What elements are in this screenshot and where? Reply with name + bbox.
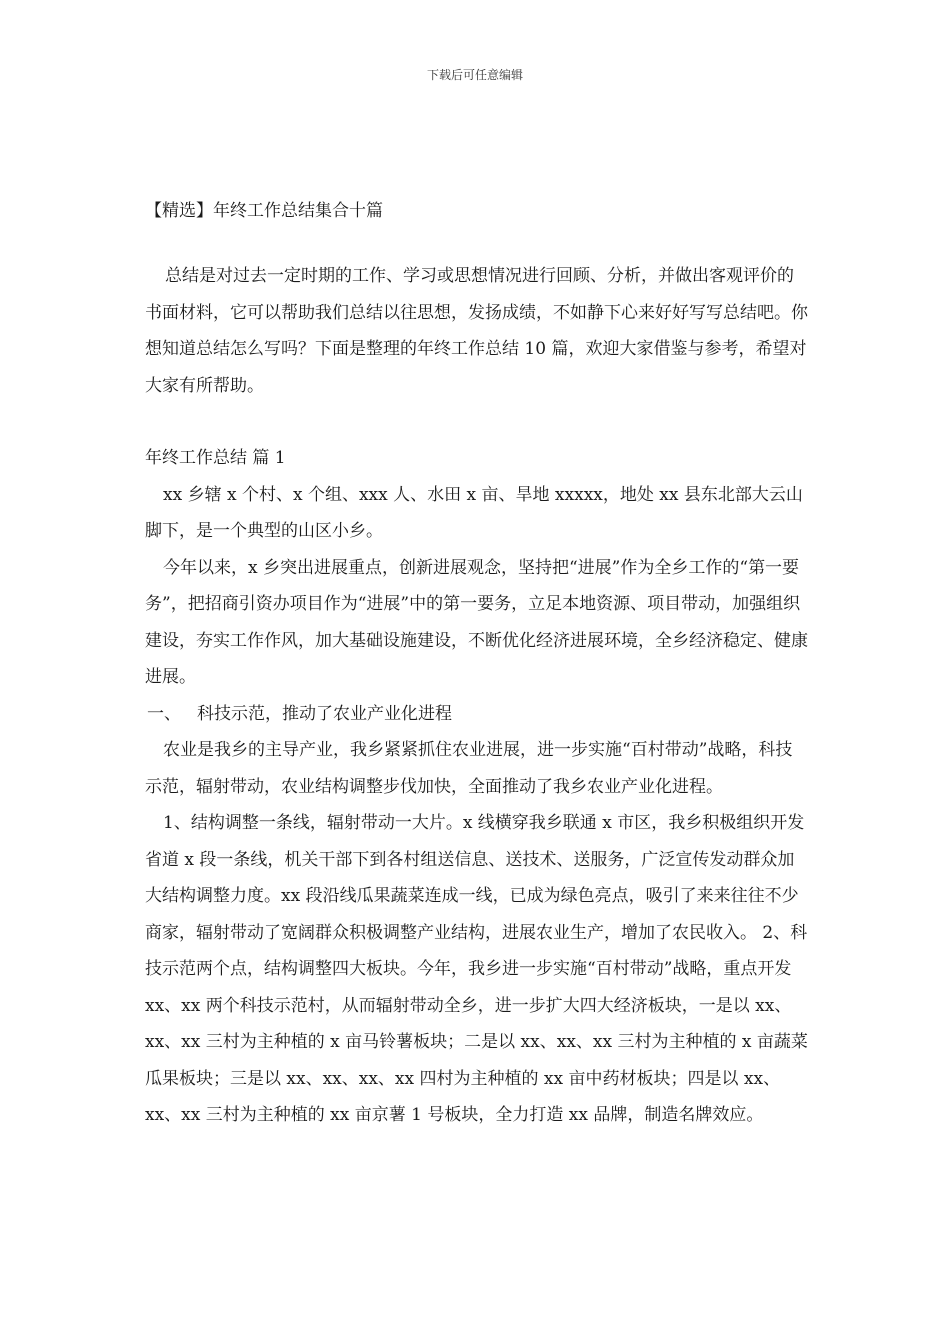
- paragraph-1: xx 乡辖 x 个村、x 个组、xxx 人、水田 x 亩、旱地 xxxxx，地处 xx 县东北部大云山脚下，是一个典型的山区小乡。: [145, 484, 803, 541]
- document-title: 【精选】年终工作总结集合十篇: [145, 201, 383, 221]
- header-note: 下载后可任意编辑: [426, 68, 523, 82]
- subheading-text: 科技示范，推动了农业产业化进程: [197, 703, 452, 724]
- paragraph-2: 今年以来，x 乡突出进展重点，创新进展观念，坚持把“进展”作为全乡工作的“第一要务”，把招商引资办项目作为“进展”中的第一要务，立足本地资源、项目带动，加强组织建设，夯实工作作风，加大基础设施建设，不断优化经济进展环境，全乡经济稳定、健康进展。: [145, 557, 808, 687]
- intro-paragraph: 总结是对过去一定时期的工作、学习或思想情况进行回顾、分析，并做出客观评价的书面材料，它可以帮助我们总结以往思想，发扬成绩，不如静下心来好好写写总结吧。你想知道总结怎么写吗？下面是整理的年终工作总结 10 篇，欢迎大家借鉴与参考，希望对大家有所帮助。: [145, 266, 808, 396]
- section-1: [145, 440, 809, 1134]
- paragraph-3: 农业是我乡的主导产业，我乡紧紧抓住农业进展，进一步实施“百村带动”战略，科技示范，辐射带动，农业结构调整步伐加快，全面推动了我乡农业产业化进程。: [145, 740, 793, 797]
- subheading-number: 一、: [147, 703, 181, 724]
- paragraph-4: 1、结构调整一条线，辐射带动一大片。x 线横穿我乡联通 x 市区，我乡积极组织开发省道 x 段一条线，机关干部下到各村组送信息、送技术、送服务，广泛宣传发动群众加大结构调整力度。xx 段沿线瓜果蔬菜连成一线，已成为绿色亮点，吸引了来来往往不少商家，辐射带动了宽阔群众积极调整产业结构，进展农业生产，增加了农民收入。 2、科技示范两个点，结构调整四大板块。今年，我乡进一步实施“百村带动”战略，重点开发 xx、xx 两个科技示范村，从而辐射带动全乡，进一步扩大四大经济板块，一是以 xx、xx、xx 三村为主种植的 x 亩马铃薯板块；二是以 xx、xx、xx 三村为主种植的 x 亩蔬菜瓜果板块；三是以 xx、xx、xx、xx 四村为主种植的 xx 亩中药材板块；四是以 xx、xx、xx 三村为主种植的 xx 亩京薯 1 号板块，全力打造 xx 品牌，制造名牌效应。: [145, 813, 808, 1125]
- subheading-1: [145, 696, 809, 733]
- section-heading: 年终工作总结 篇 1: [145, 448, 286, 468]
